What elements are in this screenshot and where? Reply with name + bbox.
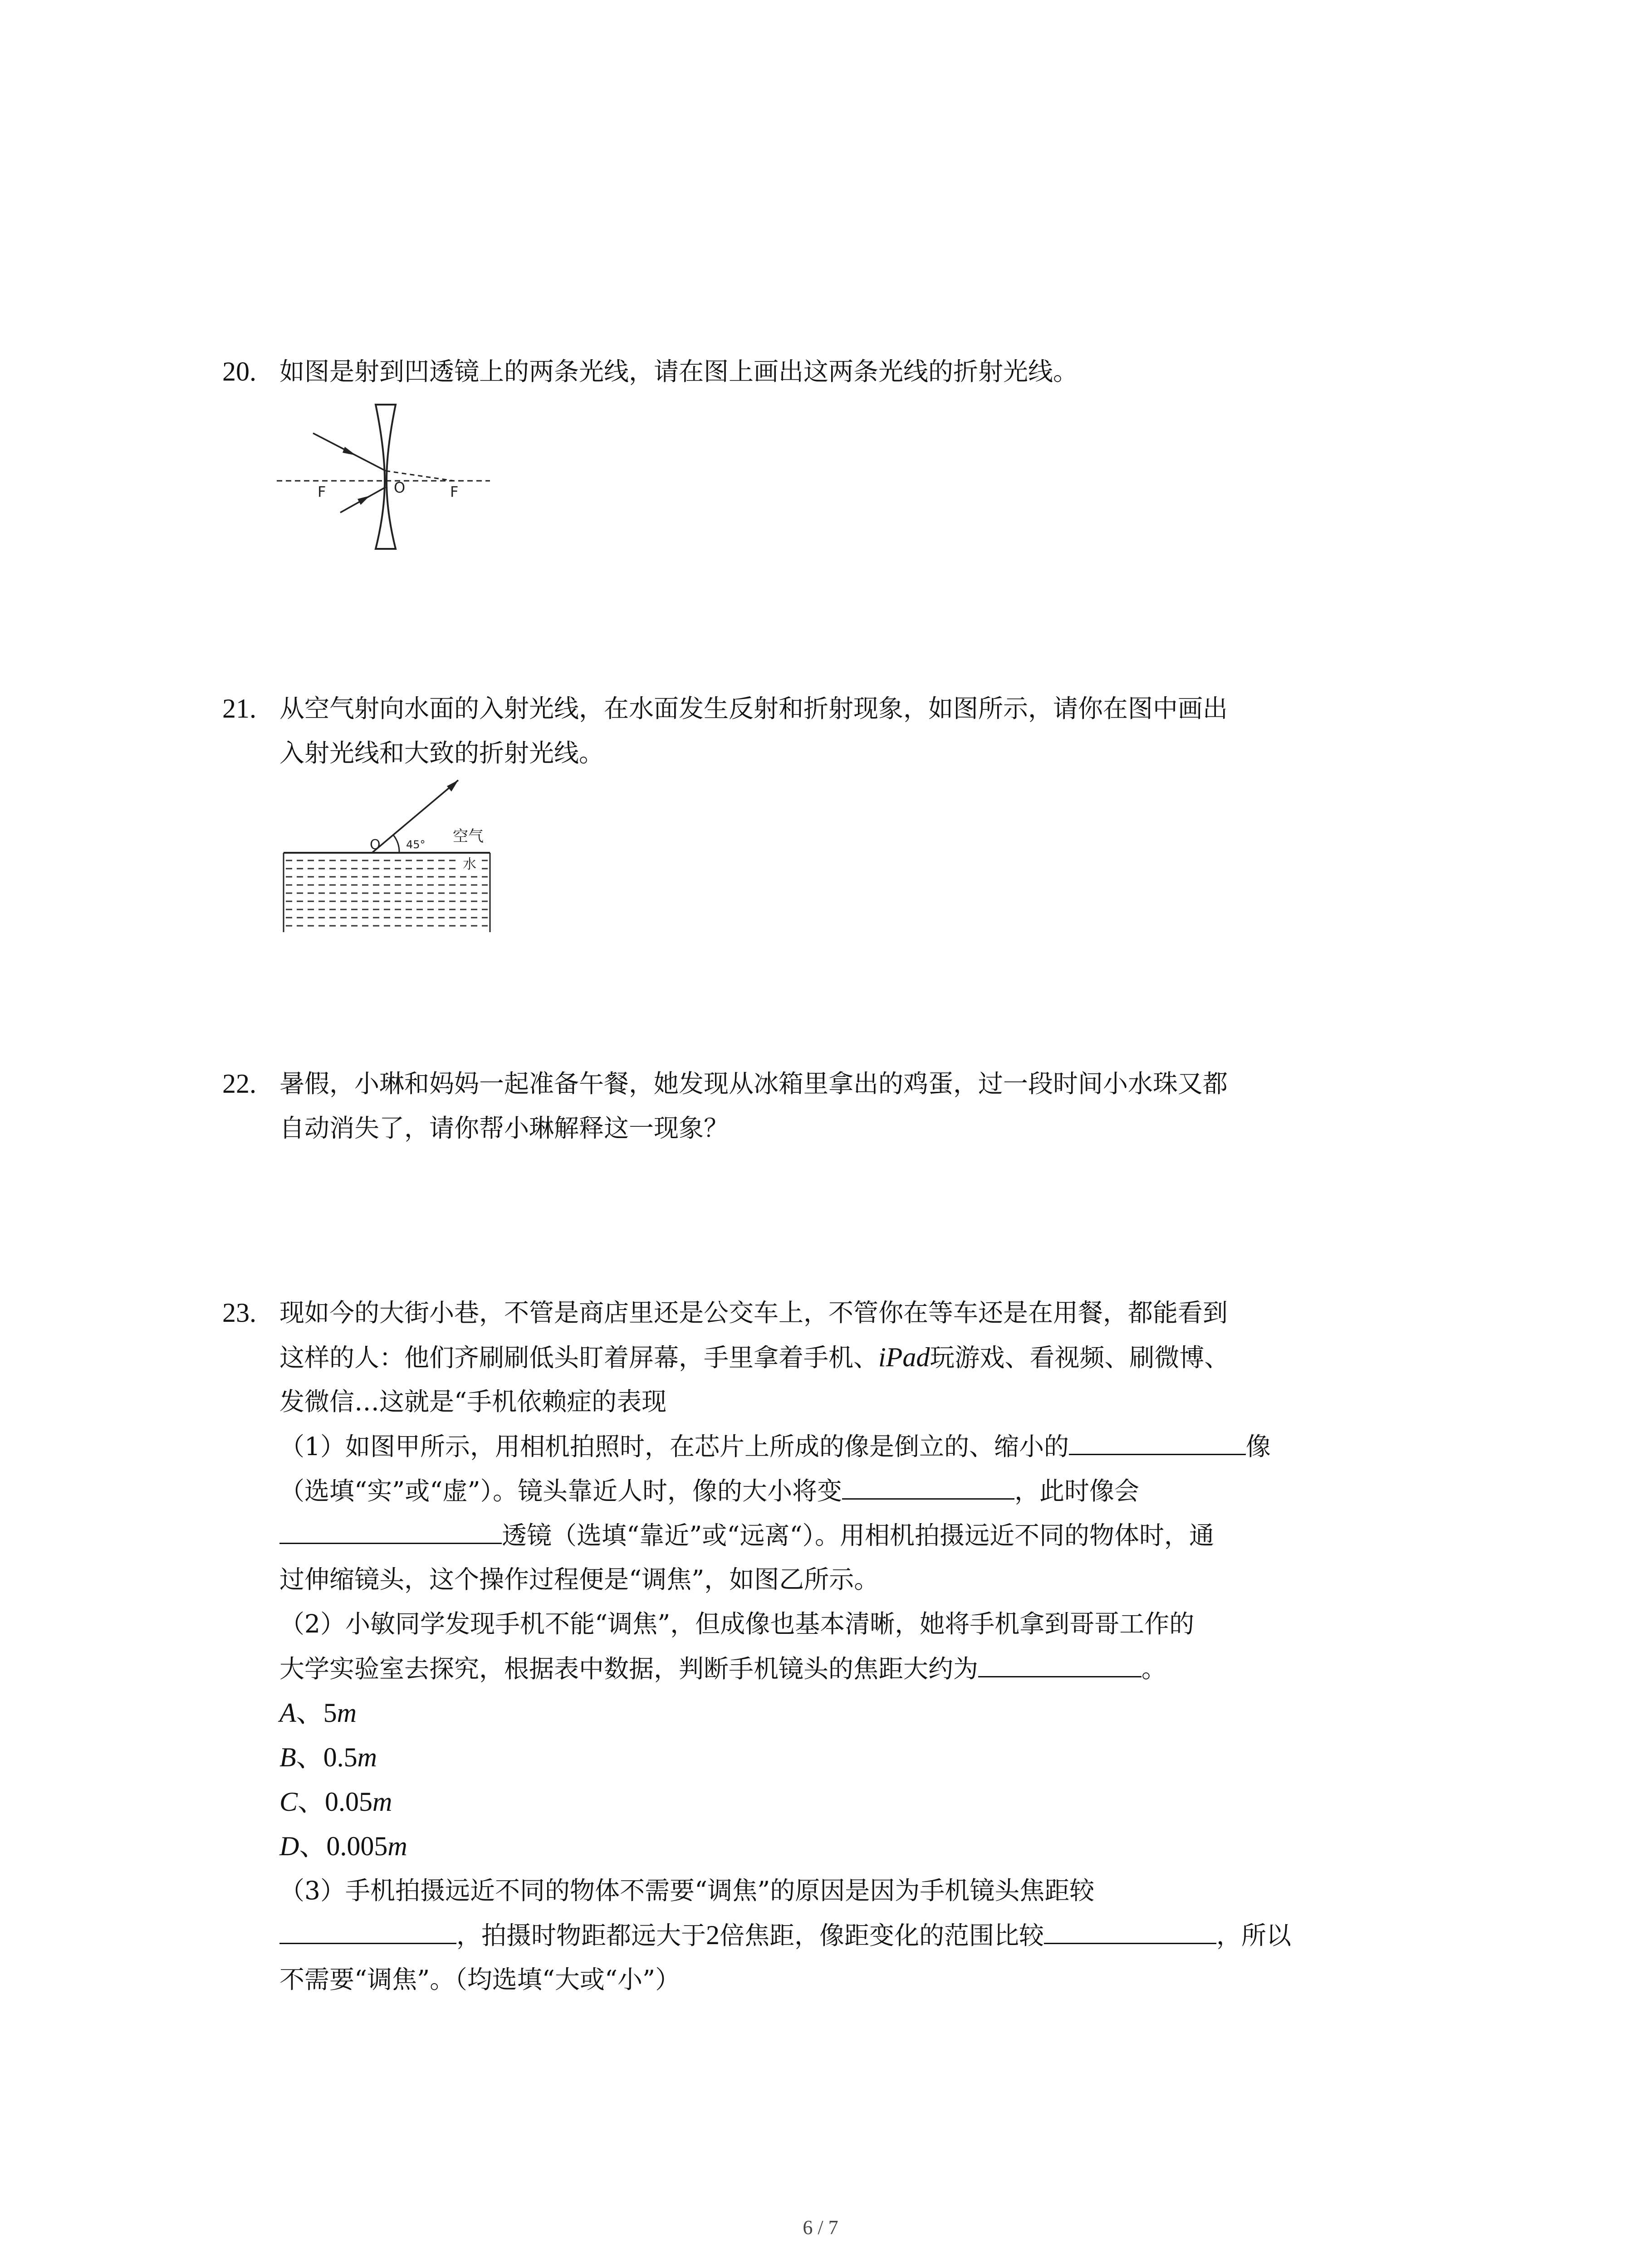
answer-blank-image-size[interactable] <box>842 1468 1014 1500</box>
question-number: 23. <box>222 1298 256 1328</box>
part-2-line: （2）小敏同学发现手机不能“调焦”，但成像也基本清晰，她将手机拿到哥哥工作的 <box>279 1609 1195 1638</box>
option-a[interactable]: A、5m <box>279 1698 357 1728</box>
point-o-label: O <box>370 837 381 853</box>
question-text-line: 发微信…这就是“手机依赖症的表现 <box>279 1387 667 1416</box>
answer-blank-focal-length[interactable] <box>978 1646 1141 1677</box>
question-20 <box>222 349 1456 394</box>
page-number: 6 / 7 <box>803 2216 838 2239</box>
part-1-line: 过伸缩镜头，这个操作过程便是“调焦”，如图乙所示。 <box>279 1565 879 1594</box>
answer-blank-image-distance-range[interactable] <box>1044 1913 1216 1944</box>
part-1-line: （1）如图甲所示，用相机拍照时，在芯片上所成的像是倒立的、缩小的 像 <box>279 1424 1456 1468</box>
part-1-line: 透镜（选填“靠近”或“远离“）。用相机拍摄远近不同的物体时，通 <box>279 1513 1456 1557</box>
question-22 <box>222 1061 1456 1150</box>
part-3-line: 不需要“调焦”。（均选填“大或“小”） <box>279 1965 681 1994</box>
ipad-term: iPad <box>878 1342 930 1372</box>
concave-lens-diagram <box>272 399 499 553</box>
question-text-line: 现如今的大街小巷，不管是商店里还是公交车上，不管你在等车还是在用餐，都能看到 <box>279 1298 1228 1327</box>
answer-blank-focal-length-size[interactable] <box>279 1913 456 1944</box>
question-text-line: 这样的人：他们齐刷刷低头盯着屏幕，手里拿着手机、iPad玩游戏、看视频、刷微博、 <box>279 1342 1230 1372</box>
question-text-line: 暑假，小琳和妈妈一起准备午餐，她发现从冰箱里拿出的鸡蛋，过一段时间小水珠又都 <box>279 1069 1228 1098</box>
question-text: 如图是射到凹透镜上的两条光线，请在图上画出这两条光线的折射光线。 <box>279 357 1078 386</box>
question-text-line: 入射光线和大致的折射光线。 <box>279 738 604 767</box>
option-d[interactable]: D、0.005m <box>279 1831 407 1861</box>
optical-center-label: O <box>394 479 406 496</box>
question-21 <box>222 686 1456 775</box>
water-label: 水 <box>463 856 476 872</box>
part-2-line: 大学实验室去探究，根据表中数据，判断手机镜头的焦距大约为 。 <box>279 1646 1456 1691</box>
focal-point-right-label: F <box>450 483 459 500</box>
question-text-line: 自动消失了，请你帮小琳解释这一现象？ <box>279 1114 729 1143</box>
angle-label: 45° <box>406 838 426 851</box>
question-text-line: 从空气射向水面的入射光线，在水面发生反射和折射现象，如图所示，请你在图中画出 <box>279 694 1228 723</box>
part-1-line: （选填“实”或“虚”）。镜头靠近人时，像的大小将变 ，此时像会 <box>279 1468 1456 1513</box>
part-3-line: （3）手机拍摄远近不同的物体不需要“调焦”的原因是因为手机镜头焦距较 <box>279 1876 1095 1905</box>
air-label: 空气 <box>453 827 484 846</box>
answer-blank-image-type[interactable] <box>1069 1424 1246 1455</box>
answer-blank-image-direction[interactable] <box>279 1513 502 1544</box>
question-number: 21. <box>222 694 256 723</box>
option-b[interactable]: B、0.5m <box>279 1742 377 1772</box>
focal-point-left-label: F <box>318 483 326 500</box>
water-surface-diagram <box>279 771 497 943</box>
part-3-line: ，拍摄时物距都远大于2倍焦距，像距变化的范围比较 ，所以 <box>279 1913 1456 1957</box>
question-23 <box>222 1290 1456 2002</box>
question-number: 20. <box>222 357 256 386</box>
question-number: 22. <box>222 1069 256 1099</box>
option-c[interactable]: C、0.05m <box>279 1787 392 1817</box>
